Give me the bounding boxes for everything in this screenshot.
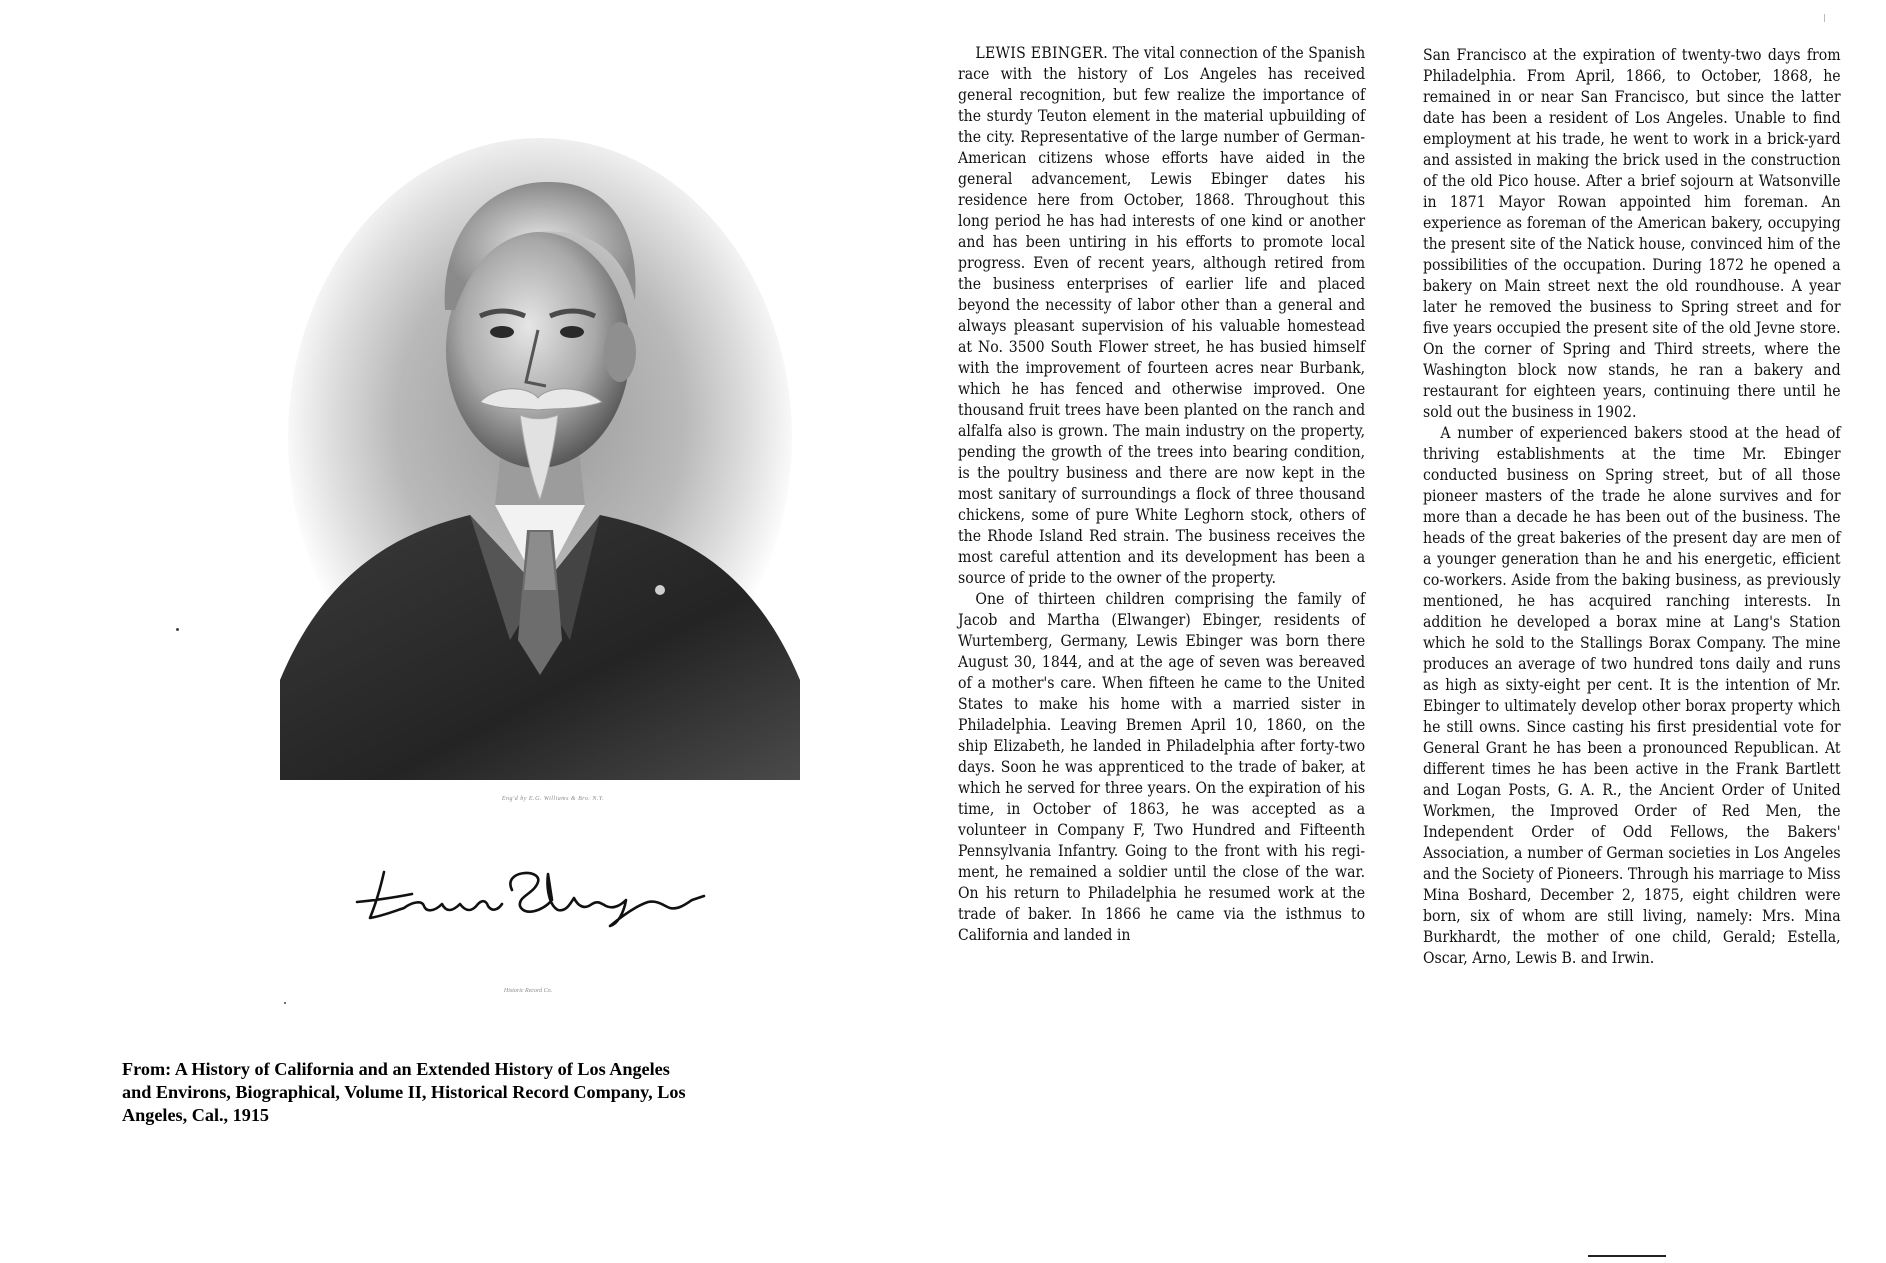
article-paragraph: One of thirteen children comprising the family of Jacob and Martha (Elwanger) Ebinger, residents of Wurtemberg, Germany, Lewis Ebinger was born there August 30, 1844, and at the age of seven was bereaved of a mother's care. When fifteen he came to the United States to make his home with a married sister in Philadelphia. Leaving Bremen April 10, 1860, on the ship Elizabeth, he landed in Philadelphia after forty-two days. Soon he was apprenticed to the trade of baker, at which he served for three years. On the expiration of his time, in October of 1863, he was accepted as a volunteer in Company F, Two Hundred and Fifteenth Pennsylvania Infantry. Going to the front with his regiment, he remained a soldier until the close of the war. On his return to Philadelphia he resumed work at the trade of baker. In 1866 he came via the isthmus to California and landed in — [958, 589, 1366, 944]
portrait-engraving — [240, 120, 840, 780]
publisher-credit: Historic Record Co. — [503, 988, 553, 994]
article-column-2 — [1423, 44, 1841, 968]
left-page — [0, 0, 940, 1263]
source-citation: From: A History of California and an Extended History of Los Angeles and Environs, Biographical, Volume II, Historical Record Company, Los Angeles, Cal., 1915 — [122, 1059, 686, 1125]
signature-svg — [352, 860, 712, 930]
stray-dot — [176, 628, 179, 631]
article-paragraph: San Francisco at the expiration of twenty-two days from Philadelphia. From April, 1866, to October, 1868, he remained in or near San Francisco, but since the latter date has been a resident of Los Angeles. Unable to find employment at his trade, he went to work in a brick-yard and assisted in making the brick used in the construction of the old Pico house. After a brief sojourn at Watsonville in 1871 Mayor Rowan appointed him foreman. An experience as foreman of the American bakery, occupying the present site of the Natick house, convinced him of the possibilities of the occupation. During 1872 he opened a bakery on Main street next the old roundhouse. A year later he removed the business to Spring street and for five years occupied the present site of the old Jevne store. On the corner of Spring and Third streets, where the Washington block now stands, he ran a bakery and restaurant for eighteen years, continuing there until he sold out the business in 1902. — [1423, 45, 1841, 421]
article-paragraph — [958, 42, 1365, 588]
corner-mark — [1824, 14, 1825, 22]
stray-dot — [284, 1002, 286, 1004]
subject-name-heading: LEWIS EBINGER. — [975, 43, 1109, 62]
portrait-svg — [240, 120, 840, 780]
page-rule — [1588, 1255, 1666, 1257]
paragraph-text: The vital connection of the Spanish race with the history of Los Angeles has received general recognition, but few realize the importance of the sturdy Teuton element in the material upbuilding of the city. Representative of the large number of German-American citizens whose efforts have aided in the general advancement, Lewis Ebinger dates his residence here from October, 1868. Throughout this long period he has had interests of one kind or another and has been untiring in his efforts to promote local progress. Even of recent years, although retired from the business enterprises of earlier life and placed beyond the necessity of labor other than a general and always pleasant supervision of his valuable homestead at No. 3500 South Flower street, he has busied himself with the improvement of fourteen acres near Burbank, which he has fenced and otherwise improved. One thousand fruit trees have been planted on the ranch and alfalfa also is grown. The main industry on the property, pending the growth of the trees into bearing condition, is the poultry business and there are now kept in the most sanitary of surroundings a flock of three thousand chickens, some of pure White Leghorn stock, others of the Rhode Island Red strain. The business receives the most careful attention and its development has been a source of pride to the owner of the property. — [958, 43, 1366, 587]
engraver-credit: Eng'd by E.G. Williams & Bro. N.Y. — [501, 796, 605, 802]
signature — [352, 860, 712, 930]
article-paragraph: A number of experienced bakers stood at the head of thriving establishments at the time Mr. Ebinger conducted business on Spring street, but of all those pioneer masters of the trade he alone survives and for more than a decade he has been out of the business. The heads of the great bakeries of the present day are men of a younger generation than he and his energetic, efficient co-workers. Aside from the baking business, as previously mentioned, he has acquired ranching interests. In addition he developed a borax mine at Lang's Station which he sold to the Stallings Borax Company. The mine produces an average of two hundred tons daily and runs as high as sixty-eight per cent. It is the intention of Mr. Ebinger to ultimately develop other borax property which he still owns. Since casting his first presidential vote for General Grant he has been a pronounced Republican. At different times he has been active in the Frank Bartlett and Logan Posts, G. A. R., the Ancient Order of United Workmen, the Improved Order of Red Men, the Independent Order of Odd Fellows, the Bakers' Association, a number of German societies in Los Angeles and the Society of Pioneers. Through his marriage to Miss Mina Boshard, December 2, 1875, eight children were born, six of whom are still living, namely: Mrs. Mina Burkhardt, the mother of one child, Gerald; Estella, Oscar, Arno, Lewis B. and Irwin. — [1423, 423, 1841, 967]
article-column-1 — [958, 42, 1365, 945]
